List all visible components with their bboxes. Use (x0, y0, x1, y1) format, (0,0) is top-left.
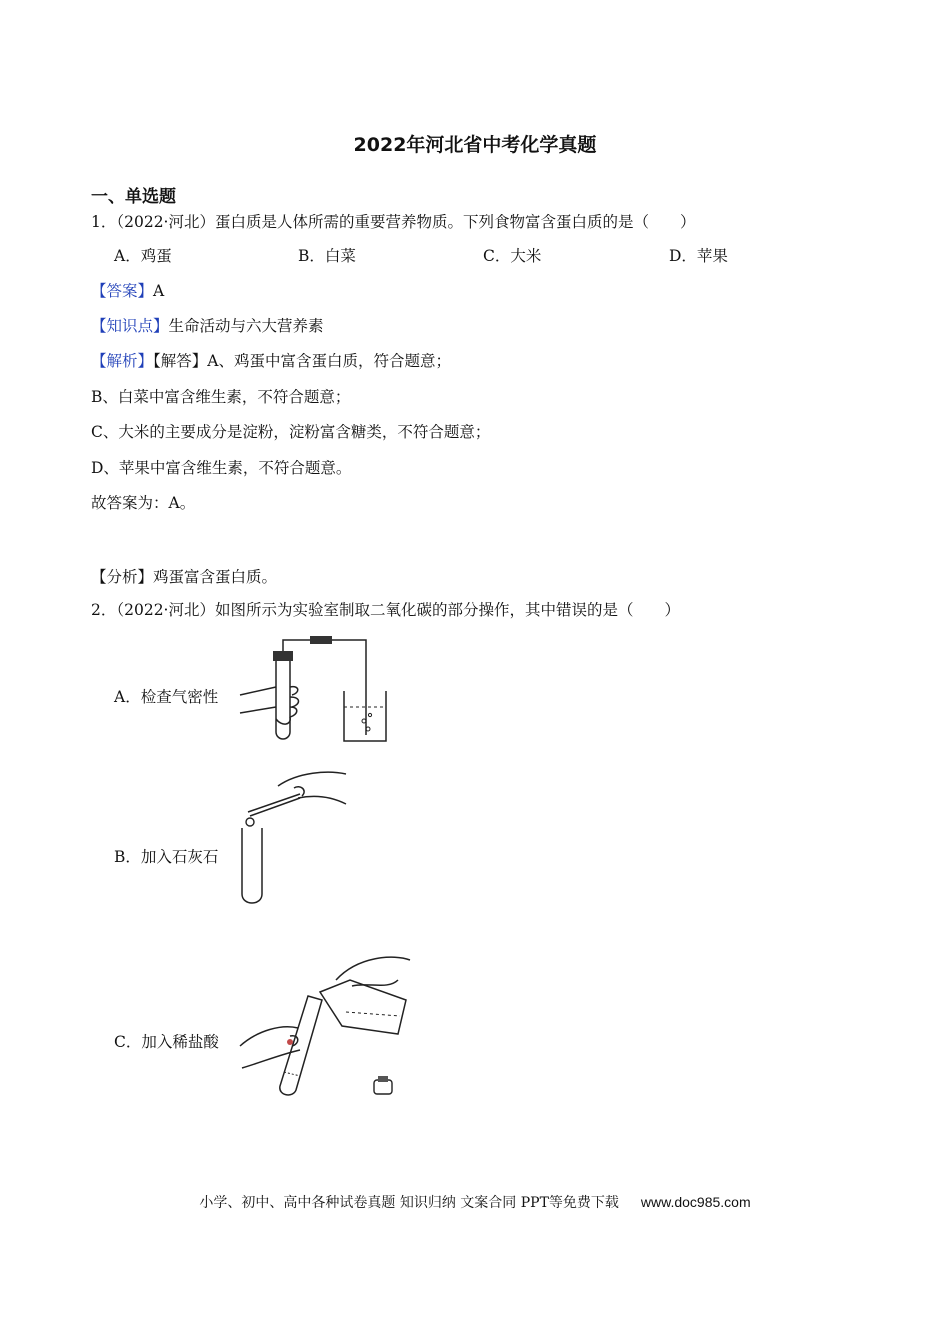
analysis-tag: 【解析】 (91, 352, 154, 370)
footer-url[interactable]: www.doc985.com (640, 1194, 751, 1210)
question-1-option-d: D．苹果 (669, 247, 728, 265)
page-title: 2022年河北省中考化学真题 (353, 134, 597, 156)
footer-text: 小学、初中、高中各种试卷真题 知识归纳 文案合同 PPT等免费下载 (199, 1195, 619, 1211)
section-heading: 一、单选题 (91, 187, 176, 207)
question-1-stem: 1．（2022·河北）蛋白质是人体所需的重要营养物质。下列食物富含蛋白质的是（ ） (91, 213, 696, 231)
analysis-line-d: D、苹果中富含维生素，不符合题意。 (91, 459, 352, 477)
fenxi-line: 【分析】鸡蛋富含蛋白质。 (91, 568, 278, 586)
question-2-option-c: C．加入稀盐酸 (114, 1033, 219, 1051)
analysis-line-b: B、白菜中富含维生素，不符合题意； (91, 388, 351, 406)
analysis-line (91, 349, 451, 371)
question-1-option-b: B．白菜 (298, 247, 356, 265)
question-2-option-a: A．检查气密性 (114, 688, 219, 706)
answer-value: A (153, 282, 165, 300)
question-1-option-a: A．鸡蛋 (114, 247, 172, 265)
analysis-line-c: C、大米的主要成分是淀粉，淀粉富含糖类，不符合题意； (91, 423, 491, 441)
analysis-first: 【解答】A、鸡蛋中富含蛋白质，符合题意； (153, 352, 451, 370)
question-2-stem: 2．（2022·河北）如图所示为实验室制取二氧化碳的部分操作，其中错误的是（ ） (91, 601, 680, 619)
answer-line (91, 279, 164, 301)
page-footer (0, 1192, 950, 1212)
knowledge-tag: 【知识点】 (91, 317, 169, 335)
knowledge-line (91, 314, 324, 336)
add-acid-figure (238, 950, 418, 1105)
airtight-check-figure (238, 635, 398, 747)
question-1-option-c: C．大米 (483, 247, 542, 265)
add-limestone-figure (238, 768, 350, 908)
question-2-option-b: B．加入石灰石 (114, 848, 219, 866)
answer-tag: 【答案】 (91, 282, 154, 300)
analysis-conclusion: 故答案为：A。 (91, 494, 196, 512)
knowledge-value: 生命活动与六大营养素 (168, 317, 324, 335)
